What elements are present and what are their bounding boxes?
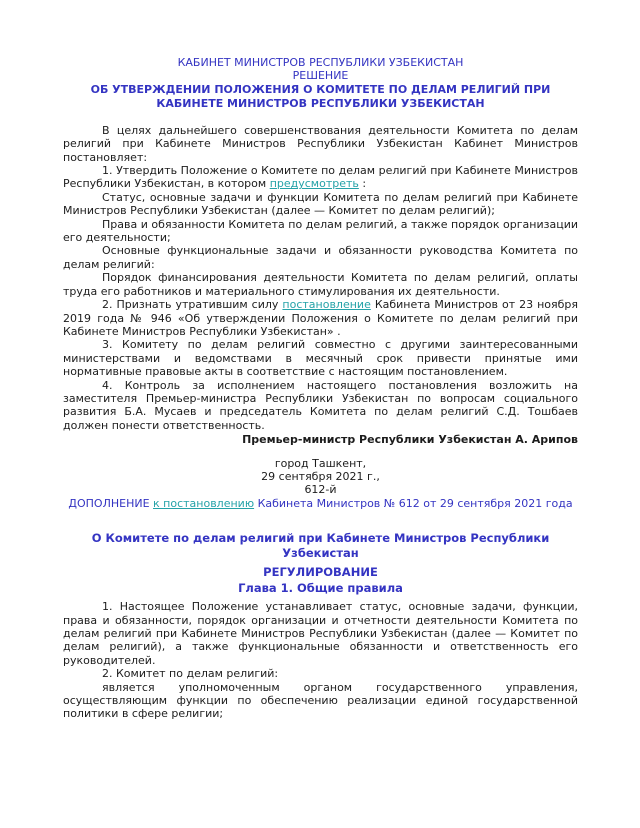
paragraph: 2. Признать утратившим силу постановление Кабинета Министров от 23 ноября 2019 года № 946 «Об утверждении Положения о Комитете по делам религий при Кабинете Министров Республики Узбекистан» . [63,298,578,338]
regulation-body [63,600,578,721]
document-organization: КАБИНЕТ МИНИСТРОВ РЕСПУБЛИКИ УЗБЕКИСТАН [177,56,464,69]
resolution-body [63,124,578,432]
document-link[interactable]: к постановлению [153,496,255,510]
chapter-heading: Глава 1. Общие правила [238,581,403,596]
paragraph: является уполномоченным органом государственного управления, осуществляющим функции по обеспечению реализации единой государственной политики в сфере религии; [63,680,578,721]
regulation-heading: РЕГУЛИРОВАНИЕ [263,565,378,580]
paragraph: 3. Комитету по делам религий совместно с другими заинтересованными министерствами и ведомствами в месячный срок привести принятые ими нормативные правовые акты в соответствие с настоящим постановлением. [63,338,578,379]
paragraph: 2. Комитет по делам религий: [102,667,279,681]
document-type: РЕШЕНИЕ [292,69,349,83]
paragraph: Права и обязанности Комитета по делам религий, а также порядок организации его деятельности; [63,217,578,245]
addendum-line: ДОПОЛНЕНИЕ к постановлению Кабинета Министров № 612 от 29 сентября 2021 года [68,496,573,510]
regulation-title: О Комитете по делам религий при Кабинете Министров Республики Узбекистан [91,531,550,561]
place-date-block [63,457,578,497]
signature-line: Премьер-министр Республики Узбекистан А. Арипов [242,433,578,447]
paragraph: 4. Контроль за исполнением настоящего постановления возложить на заместителя Премьер-министра Республики Узбекистан по вопросам социального развития Б.А. Мусаев и председатель Комитета по делам религий С.Д. Тошбаев должен понести ответственность. [63,378,578,432]
document-link[interactable]: предусмотреть [269,177,359,191]
paragraph: Основные функциональные задачи и обязанности руководства Комитета по делам религий: [63,244,578,271]
paragraph: 1. Утвердить Положение о Комитете по делам религий при Кабинете Министров Республики Узбекистан, в котором предусмотреть : [63,164,578,191]
paragraph: В целях дальнейшего совершенствования деятельности Комитета по делам религий при Кабинете Министров Республики Узбекистан Кабинет Министров постановляет: [63,123,578,164]
number-line: 612-й [304,483,337,497]
document-title: ОБ УТВЕРЖДЕНИИ ПОЛОЖЕНИЯ О КОМИТЕТЕ ПО ДЕЛАМ РЕЛИГИЙ ПРИ КАБИНЕТЕ МИНИСТРОВ РЕСПУБЛИКИ УЗБЕКИСТАН [90,82,551,110]
place-line: город Ташкент, [274,456,367,470]
document-link[interactable]: постановление [282,298,371,312]
paragraph: Статус, основные задачи и функции Комитета по делам религий при Кабинете Министров Республики Узбекистан (далее — Комитет по делам религий); [63,190,578,218]
date-line: 29 сентября 2021 г., [261,469,380,483]
paragraph: 1. Настоящее Положение устанавливает статус, основные задачи, функции, права и обязанности, порядок организации и отчетности деятельности Комитета по делам религий при Кабинете Министров Республики Узбекистан (далее — Комитет по делам религий), а также функциональные обязанности и ответственность его руководителей. [63,600,578,667]
paragraph: Порядок финансирования деятельности Комитета по делам религий, оплаты труда его работников и материального стимулирования их деятельности. [63,271,578,298]
